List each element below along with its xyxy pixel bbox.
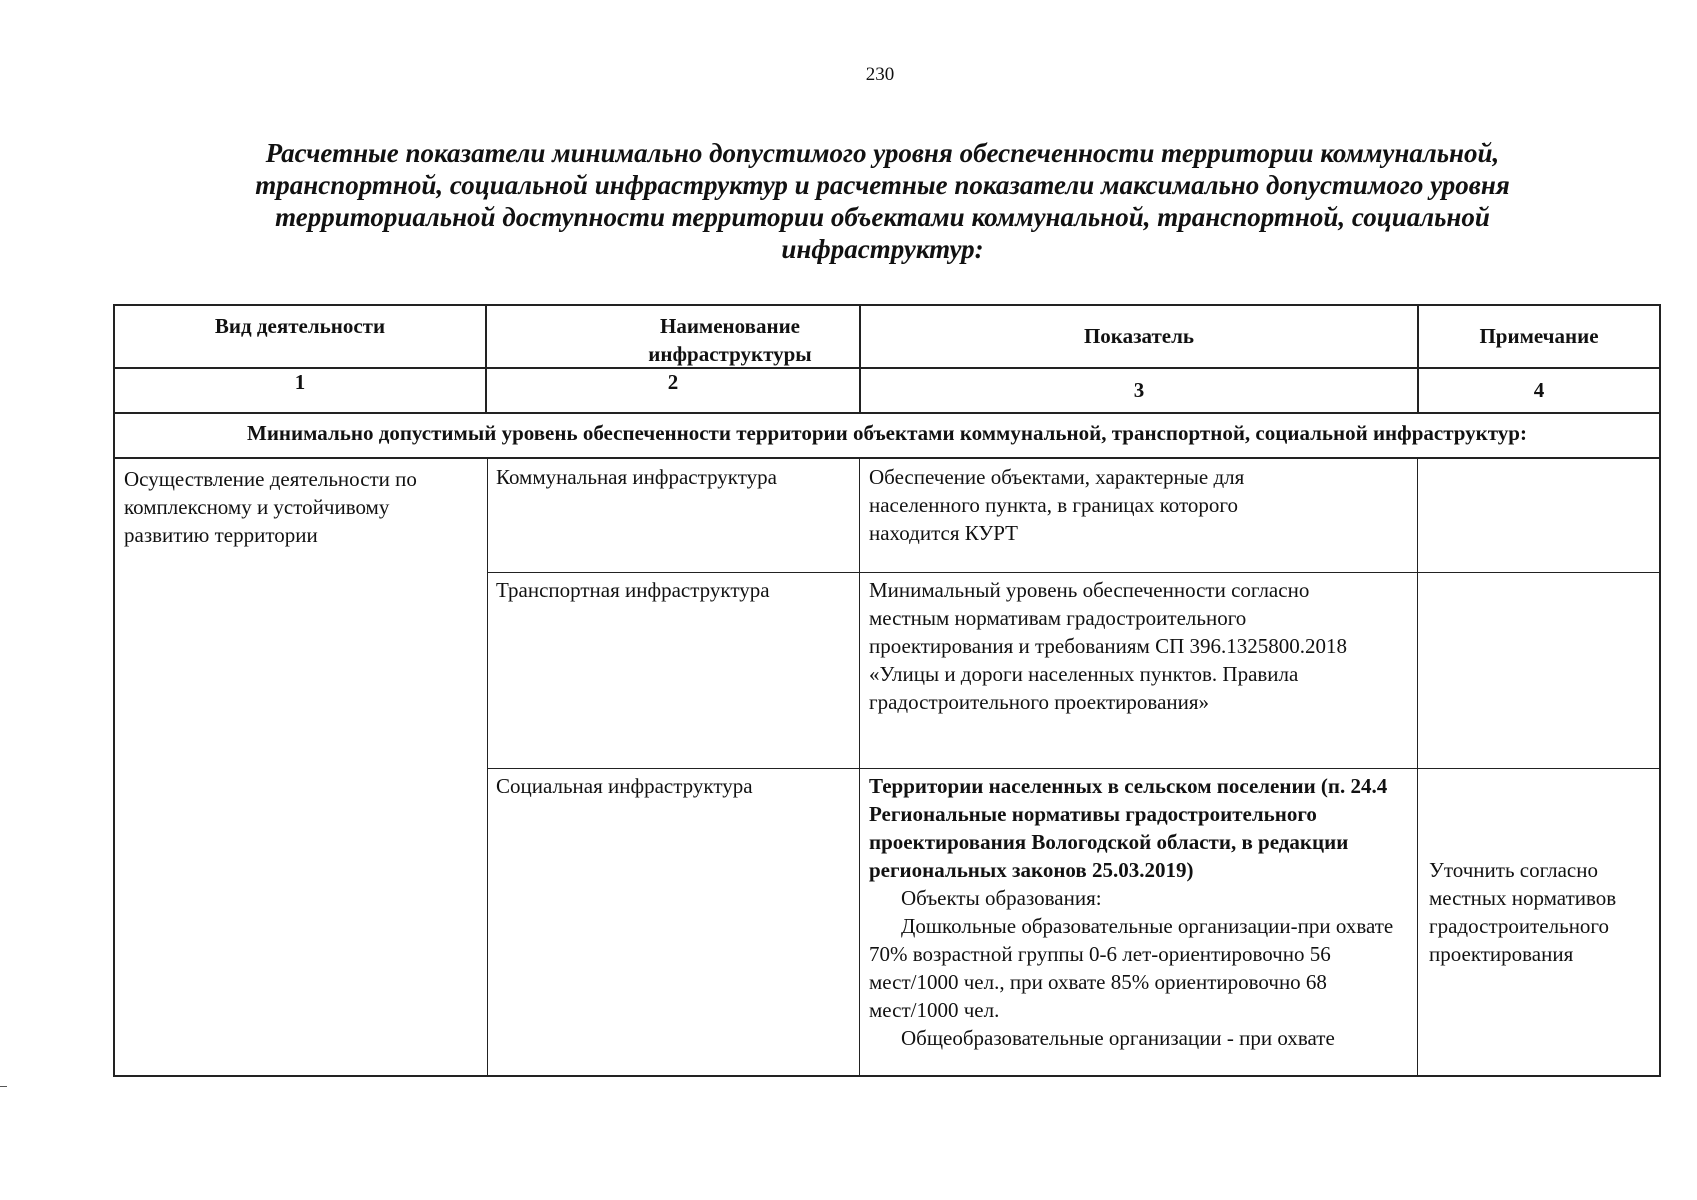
indicator-cell [869,772,1417,1052]
column-number: 3 [1133,378,1145,402]
infrastructure-table [113,304,1661,1077]
infrastructure-name: Коммунальная инфраструктура [496,465,777,489]
title-line: Расчетные показатели минимально допустимого уровня обеспеченности территории коммунальной, [265,138,1500,168]
header-note: Примечание [1479,324,1599,348]
margin-mark [0,1086,7,1087]
table-rule [859,459,860,1077]
table-rule [115,412,1659,414]
table-rule [487,768,1659,769]
column-number: 1 [294,370,306,394]
title-line: территориальной доступности территории объектами коммунальной, транспортной, социальной [275,202,1490,232]
infrastructure-name: Социальная инфраструктура [496,774,753,798]
indicator-text: Обеспечение объектами, характерные для населенного пункта, в границах которого находится КУРТ [869,465,1245,545]
document-title [200,137,1565,265]
table-rule [487,459,488,1077]
table-rule [115,457,1659,459]
indicator-text: Минимальный уровень обеспеченности согласно местным нормативам градостроительного проектирования и требованиям СП 396.1325800.2018 «Улицы и дороги населенных пунктов. Правила градостроительного проектирования» [869,578,1347,714]
note-text: Уточнить согласно местных нормативов градостроительного проектирования [1429,858,1617,966]
infrastructure-name: Транспортная инфраструктура [496,578,770,602]
header-activity: Вид деятельности [214,314,386,338]
page-number: 230 [865,64,895,85]
title-line: инфраструктур: [781,234,984,264]
indicator-regulation: Территории населенных в сельском поселении (п. 24.4 Региональные нормативы градостроительного проектирования Вологодской области, в редакции региональных законов 25.03.2019) [869,774,1388,882]
column-number: 2 [667,370,679,394]
section-title: Минимально допустимый уровень обеспеченности территории объектами коммунальной, транспортной, социальной инфраструктур: [247,421,1527,445]
indicator-paragraph: Дошкольные образовательные организации-при охвате 70% возрастной группы 0-6 лет-ориентировочно 56 мест/1000 чел., при охвате 85% ориентировочно 68 мест/1000 чел. [869,914,1394,1022]
column-number: 4 [1533,378,1545,402]
activity-cell: Осуществление деятельности по комплексному и устойчивому развитию территории [124,467,417,547]
table-rule [1417,459,1418,1077]
header-indicator: Показатель [1083,324,1195,348]
indicator-paragraph: Объекты образования: [901,886,1102,910]
table-rule [485,306,487,414]
table-rule [487,572,1659,573]
title-line: транспортной, социальной инфраструктур и расчетные показатели максимально допустимого уровня [255,170,1510,200]
header-infrastructure: Наименование инфраструктуры [648,314,812,366]
indicator-paragraph: Общеобразовательные организации - при охвате [901,1026,1335,1050]
